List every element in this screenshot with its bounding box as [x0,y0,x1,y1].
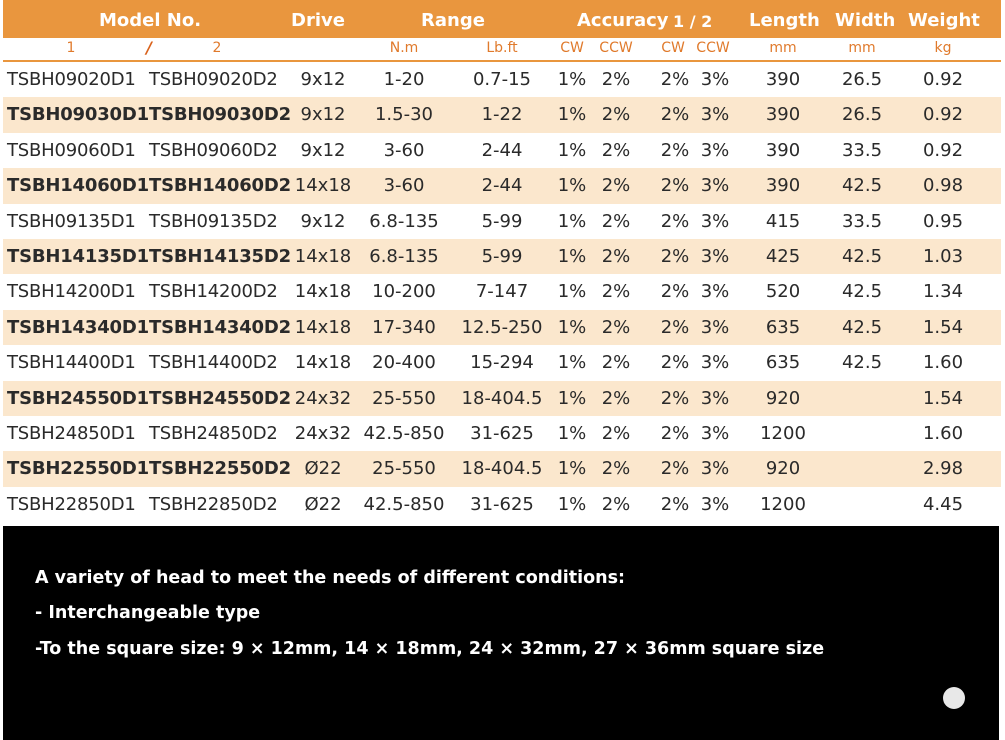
cell-acc-cw-2: 2% [660,352,690,374]
cell-drive: 14x18 [294,352,352,374]
cell-weight: 0.92 [922,139,964,161]
col-accuracy: Accuracy [577,10,669,31]
table-row [3,62,1001,97]
cell-model-1: TSBH24550D1 [7,387,149,409]
cell-width: 26.5 [841,104,883,126]
table-row [3,381,1001,416]
cell-range-lbft: 2-44 [481,175,523,197]
cell-model-1: TSBH09060D1 [7,139,136,161]
cell-model-2: TSBH14135D2 [149,245,291,267]
circle-dot-icon [943,687,965,709]
cell-weight: 0.95 [922,210,964,232]
cell-acc-ccw-1: 2% [601,387,631,409]
cell-length: 425 [765,245,801,267]
cell-acc-cw-1: 1% [557,175,587,197]
table-row [3,97,1001,132]
cell-acc-ccw-1: 2% [601,139,631,161]
cell-weight: 4.45 [922,493,964,515]
cell-model-1: TSBH14340D1 [7,316,149,338]
cell-acc-cw-1: 1% [557,316,587,338]
cell-acc-ccw-1: 2% [601,316,631,338]
cell-range-lbft: 7-147 [475,281,529,303]
cell-weight: 2.98 [922,458,964,480]
cell-model-2: TSBH14340D2 [149,316,291,338]
table-row [3,239,1001,274]
col-range: Range [421,10,485,31]
description-line-1: A variety of head to meet the needs of different conditions: [35,568,625,588]
cell-model-2: TSBH24550D2 [149,387,291,409]
table-row [3,416,1001,451]
cell-drive: 9x12 [300,69,346,90]
cell-acc-cw-1: 1% [557,493,587,515]
cell-acc-cw-2: 2% [660,493,690,515]
cell-acc-cw-2: 2% [660,387,690,409]
unit-weight: kg [934,40,952,56]
cell-model-2: TSBH09020D2 [149,69,278,90]
cell-acc-ccw-1: 2% [601,245,631,267]
cell-acc-ccw-2: 3% [700,281,730,303]
cell-acc-ccw-1: 2% [601,281,631,303]
unit-ccw-1: CCW [599,40,633,56]
cell-weight: 1.60 [922,352,964,374]
cell-range-lbft: 1-22 [481,104,523,126]
cell-model-1: TSBH14400D1 [7,352,136,374]
table-row [3,168,1001,203]
cell-range-nm: 3-60 [383,139,425,161]
unit-cw-1: CW [560,40,584,56]
cell-weight: 0.92 [922,69,964,90]
unit-nm: N.m [389,40,419,56]
cell-drive: 24x32 [294,387,352,409]
cell-acc-ccw-1: 2% [601,175,631,197]
description-line-2: - Interchangeable type [35,603,261,623]
cell-model-1: TSBH22550D1 [7,458,149,480]
cell-width: 42.5 [841,352,883,374]
cell-acc-cw-2: 2% [660,104,690,126]
table-body [3,62,1001,522]
cell-weight: 0.98 [922,175,964,197]
cell-length: 390 [765,175,801,197]
cell-acc-ccw-1: 2% [601,422,631,444]
cell-model-2: TSBH14400D2 [149,352,278,374]
cell-model-1: TSBH14060D1 [7,175,149,197]
cell-acc-ccw-2: 3% [700,175,730,197]
col-length: Length [749,10,820,31]
cell-acc-ccw-2: 3% [700,69,730,90]
unit-width: mm [848,40,876,56]
cell-model-2: TSBH24850D2 [149,422,278,444]
cell-acc-cw-1: 1% [557,104,587,126]
cell-range-nm: 20-400 [372,352,436,374]
table-row [3,133,1001,168]
cell-length: 415 [765,210,801,232]
cell-drive: 24x32 [294,422,352,444]
cell-width: 33.5 [841,210,883,232]
cell-range-nm: 3-60 [383,175,425,197]
cell-range-lbft: 0.7-15 [472,69,532,90]
cell-drive: 14x18 [294,245,352,267]
cell-range-nm: 25-550 [372,458,436,480]
cell-model-2: TSBH22850D2 [149,493,278,515]
cell-acc-ccw-2: 3% [700,387,730,409]
cell-range-nm: 25-550 [372,387,436,409]
cell-weight: 0.92 [922,104,964,126]
unit-length: mm [769,40,797,56]
cell-model-1: TSBH09135D1 [7,210,136,232]
cell-acc-ccw-2: 3% [700,422,730,444]
cell-width: 42.5 [841,281,883,303]
cell-acc-ccw-2: 3% [700,210,730,232]
cell-range-nm: 17-340 [372,316,436,338]
cell-length: 390 [765,69,801,90]
cell-weight: 1.03 [922,245,964,267]
cell-width: 42.5 [841,316,883,338]
cell-acc-cw-2: 2% [660,139,690,161]
cell-model-1: TSBH09030D1 [7,104,149,126]
cell-acc-cw-2: 2% [660,422,690,444]
cell-length: 1200 [760,493,806,515]
table-row [3,345,1001,380]
cell-model-1: TSBH14200D1 [7,281,136,303]
cell-range-lbft: 5-99 [481,210,523,232]
cell-acc-ccw-1: 2% [601,458,631,480]
cell-drive: 14x18 [294,281,352,303]
col-accuracy-half: 1 / 2 [673,12,713,31]
cell-acc-cw-2: 2% [660,245,690,267]
cell-acc-ccw-2: 3% [700,352,730,374]
cell-acc-cw-2: 2% [660,458,690,480]
description-panel [3,526,999,740]
cell-model-1: TSBH14135D1 [7,245,149,267]
cell-acc-cw-1: 1% [557,245,587,267]
cell-length: 520 [765,281,801,303]
cell-acc-ccw-2: 3% [700,104,730,126]
cell-acc-cw-2: 2% [660,175,690,197]
col-model-no: Model No. [99,10,202,31]
unit-model-2: 2 [212,40,222,56]
cell-width: 42.5 [841,245,883,267]
cell-drive: Ø22 [304,458,342,480]
cell-range-lbft: 12.5-250 [461,316,543,338]
cell-acc-ccw-1: 2% [601,104,631,126]
cell-range-nm: 6.8-135 [369,210,439,232]
table-row [3,487,1001,522]
cell-acc-cw-2: 2% [660,69,690,90]
cell-range-lbft: 2-44 [481,139,523,161]
cell-range-lbft: 18-404.5 [461,458,543,480]
cell-width: 33.5 [841,139,883,161]
cell-range-lbft: 5-99 [481,245,523,267]
cell-model-1: TSBH09020D1 [7,69,136,90]
cell-weight: 1.34 [922,281,964,303]
cell-length: 390 [765,104,801,126]
cell-range-nm: 42.5-850 [363,493,445,515]
cell-length: 635 [765,316,801,338]
cell-weight: 1.60 [922,422,964,444]
cell-acc-ccw-2: 3% [700,245,730,267]
cell-acc-ccw-2: 3% [700,493,730,515]
cell-model-1: TSBH24850D1 [7,422,136,444]
cell-drive: 9x12 [300,139,346,161]
col-weight: Weight [908,10,980,31]
table-row [3,451,1001,486]
cell-drive: 14x18 [294,175,352,197]
cell-acc-ccw-1: 2% [601,493,631,515]
cell-width: 42.5 [841,175,883,197]
cell-acc-cw-2: 2% [660,316,690,338]
cell-drive: 9x12 [300,210,346,232]
cell-range-nm: 1.5-30 [374,104,434,126]
cell-acc-cw-1: 1% [557,69,587,90]
cell-drive: 9x12 [300,104,346,126]
cell-model-2: TSBH22550D2 [149,458,291,480]
cell-acc-cw-1: 1% [557,422,587,444]
cell-model-2: TSBH14200D2 [149,281,278,303]
cell-range-nm: 42.5-850 [363,422,445,444]
cell-acc-cw-1: 1% [557,387,587,409]
description-line-3: -To the square size: 9 × 12mm, 14 × 18mm, 24 × 32mm, 27 × 36mm square size [35,639,825,659]
cell-drive: Ø22 [304,493,342,515]
cell-range-nm: 6.8-135 [369,245,439,267]
cell-acc-cw-1: 1% [557,139,587,161]
cell-model-2: TSBH09060D2 [149,139,278,161]
unit-cw-2: CW [661,40,685,56]
unit-slash: / [146,38,152,57]
cell-acc-ccw-1: 2% [601,69,631,90]
cell-length: 920 [765,387,801,409]
cell-drive: 14x18 [294,316,352,338]
table-row [3,310,1001,345]
cell-acc-ccw-1: 2% [601,352,631,374]
cell-range-lbft: 31-625 [470,422,534,444]
cell-acc-cw-2: 2% [660,281,690,303]
unit-ccw-2: CCW [696,40,730,56]
cell-length: 390 [765,139,801,161]
cell-length: 1200 [760,422,806,444]
col-width: Width [835,10,896,31]
col-drive: Drive [291,10,345,31]
unit-model-1: 1 [66,40,76,56]
table-header [3,0,1001,38]
cell-acc-cw-2: 2% [660,210,690,232]
cell-range-lbft: 18-404.5 [461,387,543,409]
cell-acc-ccw-2: 3% [700,458,730,480]
cell-range-nm: 10-200 [372,281,436,303]
table-row [3,274,1001,309]
cell-model-2: TSBH14060D2 [149,175,291,197]
cell-length: 920 [765,458,801,480]
cell-model-1: TSBH22850D1 [7,493,136,515]
cell-weight: 1.54 [922,316,964,338]
cell-range-lbft: 15-294 [470,352,534,374]
cell-length: 635 [765,352,801,374]
cell-model-2: TSBH09135D2 [149,210,278,232]
cell-acc-cw-1: 1% [557,458,587,480]
cell-acc-cw-1: 1% [557,210,587,232]
cell-acc-cw-1: 1% [557,352,587,374]
cell-acc-cw-1: 1% [557,281,587,303]
cell-model-2: TSBH09030D2 [149,104,291,126]
unit-lbft: Lb.ft [486,40,518,56]
table-row [3,204,1001,239]
cell-range-lbft: 31-625 [470,493,534,515]
cell-range-nm: 1-20 [383,69,425,90]
cell-acc-ccw-1: 2% [601,210,631,232]
cell-acc-ccw-2: 3% [700,316,730,338]
units-row [3,38,1001,62]
cell-width: 26.5 [841,69,883,90]
cell-weight: 1.54 [922,387,964,409]
cell-acc-ccw-2: 3% [700,139,730,161]
